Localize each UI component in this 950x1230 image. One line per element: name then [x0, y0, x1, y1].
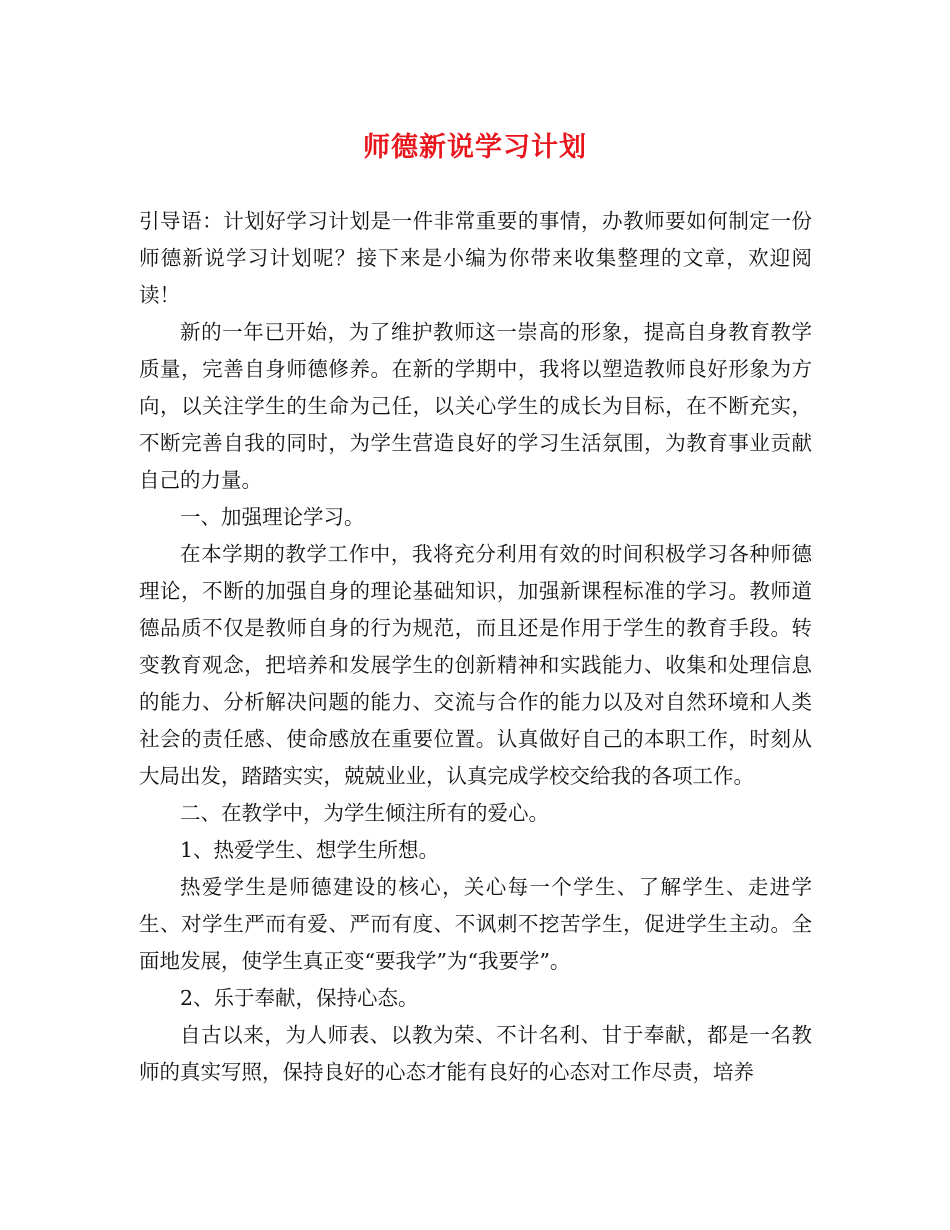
document-body — [139, 203, 812, 1091]
section-heading: 二、在教学中，为学生倾注所有的爱心。 — [180, 801, 549, 825]
body-paragraph: 在本学期的教学工作中，我将充分利用有效的时间积极学习各种师德理论，不断的加强自身的理论基础知识，加强新课程标准的学习。教师道德品质不仅是教师自身的行为规范，而且还是作用于学生的教育手段。转变教育观念，把培养和发展学生的创新精神和实践能力、收集和处理信息的能力、分析解决问题的能力、交流与合作的能力以及对自然环境和人类社会的责任感、使命感放在重要位置。认真做好自己的本职工作，时刻从大局出发，踏踏实实，兢兢业业，认真完成学校交给我的各项工作。 — [139, 542, 812, 788]
section-heading: 一、加强理论学习。 — [180, 505, 365, 529]
subsection-heading: 1、热爱学生、想学生所想。 — [180, 838, 440, 862]
subsection-heading: 2、乐于奉献，保持心态。 — [180, 986, 419, 1010]
intro-paragraph: 引导语：计划好学习计划是一件非常重要的事情，办教师要如何制定一份师德新说学习计划呢？接下来是小编为你带来收集整理的文章，欢迎阅读！ — [139, 209, 812, 307]
body-paragraph: 新的一年已开始，为了维护教师这一崇高的形象，提高自身教育教学质量，完善自身师德修养。在新的学期中，我将以塑造教师良好形象为方向，以关注学生的生命为己任，以关心学生的成长为目标，在不断充实，不断完善自我的同时，为学生营造良好的学习生活氛围，为教育事业贡献自己的力量。 — [139, 320, 812, 492]
body-paragraph: 自古以来，为人师表、以教为荣、不计名利、甘于奉献，都是一名教师的真实写照，保持良好的心态才能有良好的心态对工作尽责，培养 — [139, 1023, 812, 1084]
body-paragraph: 热爱学生是师德建设的核心，关心每一个学生、了解学生、走进学生、对学生严而有爱、严而有度、不讽刺不挖苦学生，促进学生主动。全面地发展，使学生真正变“要我学”为“我要学”。 — [139, 875, 812, 973]
document-title: 师德新说学习计划 — [363, 132, 587, 163]
